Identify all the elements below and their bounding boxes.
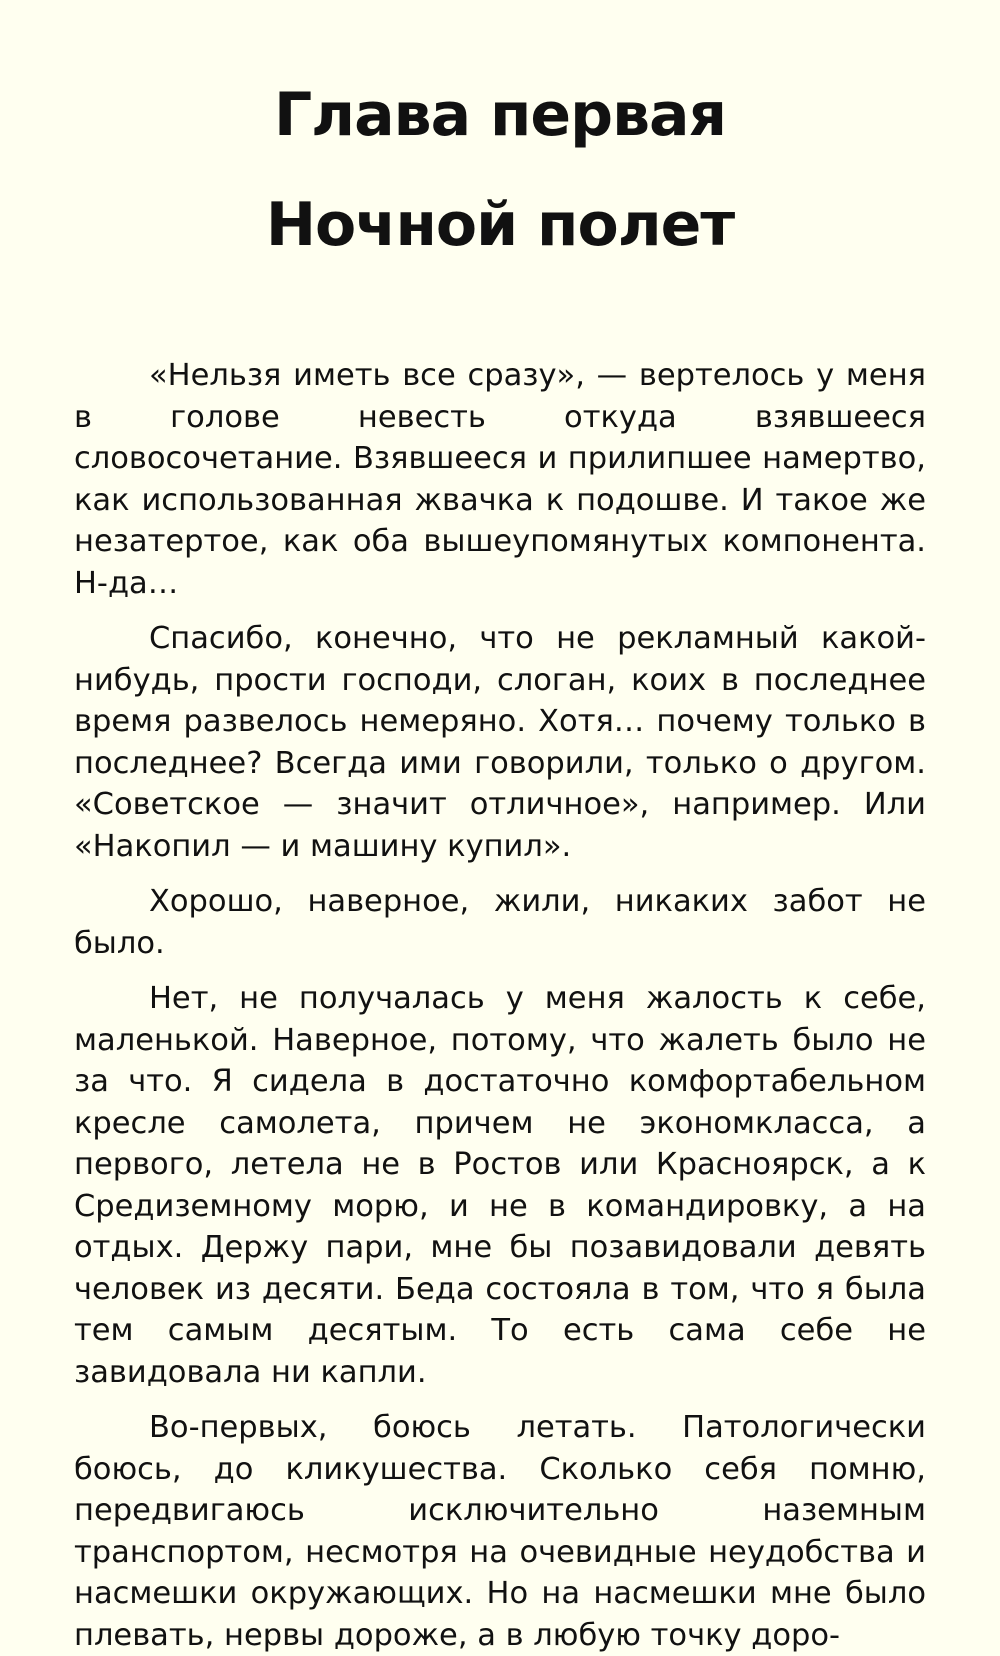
chapter-number: Глава первая [273, 80, 727, 150]
chapter-title: Ночной полет [265, 190, 735, 260]
chapter-body [74, 355, 926, 1656]
paragraph: Спасибо, конечно, что не рекламный какой-нибудь, прости господи, слоган, коих в последнее время развелось немеряно. Хотя… почему только в последнее? Всегда ими говорили, только о другом. «Советское — значит отличное», например. Или «Накопил — и машину купил». [74, 621, 926, 864]
paragraph: «Нельзя иметь все сразу», — вертелось у меня в голове невесть откуда взявшееся словосочетание. Взявшееся и прилипшее намертво, как использованная жвачка к подошве. И такое же незатертое, как оба вышеупомянутых компонента. Н-да… [74, 358, 926, 601]
paragraph: Во-первых, боюсь летать. Патологически боюсь, до кликушества. Сколько себя помню, передвигаюсь исключительно наземным транспортом, несмотря на очевидные неудобства и насмешки окружающих. Но на насмешки мне было плевать, нервы дороже, а в любую точку доро- [74, 1410, 926, 1653]
paragraph: Хорошо, наверное, жили, никаких забот не было. [74, 884, 926, 961]
paragraph: Нет, не получалась у меня жалость к себе, маленькой. Наверное, потому, что жалеть было не за что. Я сидела в достаточно комфортабельном кресле самолета, причем не экономкласса, а первого, летела не в Ростов или Красноярск, а к Средиземному морю, и не в командировку, а на отдых. Держу пари, мне бы позавидовали девять человек из десяти. Беда состояла в том, что я была тем самым десятым. То есть сама себе не завидовала ни капли. [74, 981, 926, 1390]
